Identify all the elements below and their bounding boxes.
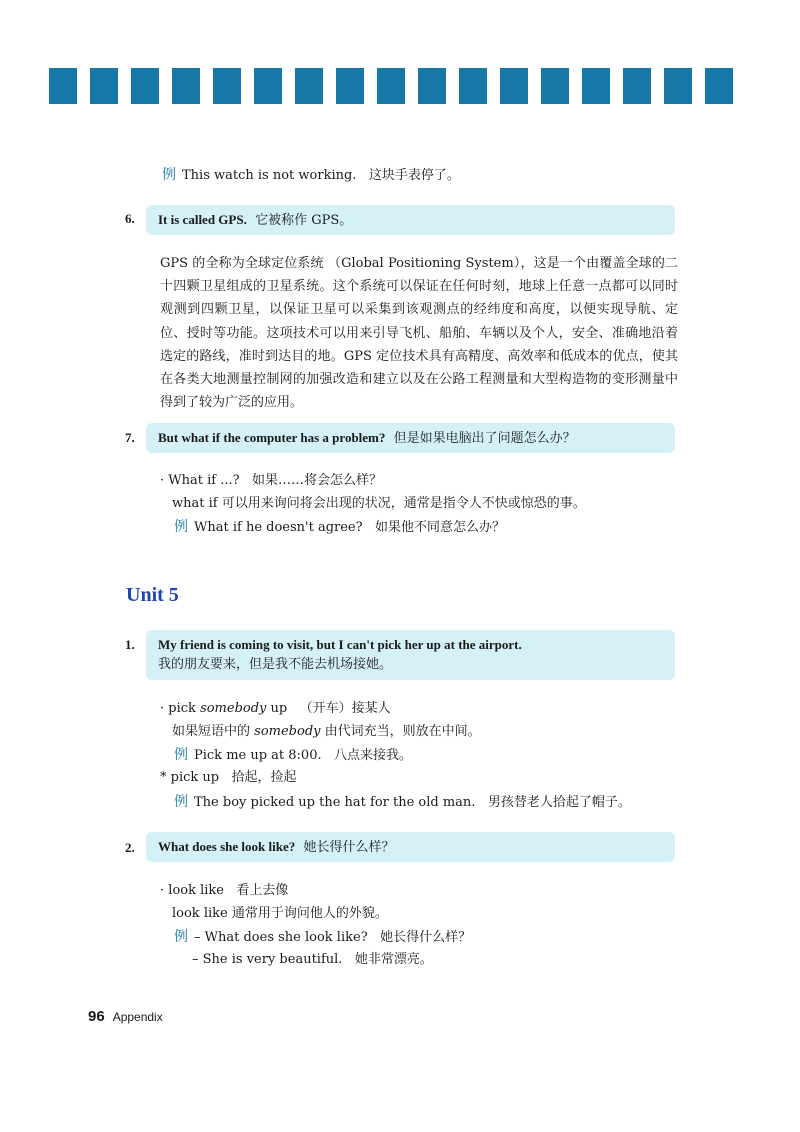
item-header — [146, 423, 675, 453]
example-en: – She is very beautiful. — [192, 952, 343, 967]
example-line — [174, 793, 631, 812]
example-en: – What does she look like? — [194, 930, 368, 945]
item-header — [146, 832, 675, 862]
item-header-en: But what if the computer has a problem? — [158, 429, 386, 445]
example-line — [174, 928, 471, 947]
bullet-item — [160, 882, 288, 900]
item-header-en: My friend is coming to visit, but I can't pick her up at the airport. — [158, 637, 522, 652]
deco-block — [418, 68, 446, 104]
note-italic: somebody — [254, 724, 321, 739]
deco-block — [295, 68, 323, 104]
bullet-zh: （开车）接某人 — [299, 701, 391, 716]
deco-block — [459, 68, 487, 104]
example-en: This watch is not working. — [182, 168, 357, 183]
example-zh: 男孩替老人拾起了帽子。 — [487, 795, 631, 810]
deco-block — [705, 68, 733, 104]
example-zh: 她长得什么样？ — [380, 930, 472, 945]
bullet-item — [160, 472, 382, 490]
item-header-zh: 但是如果电脑出了问题怎么办？ — [393, 430, 576, 446]
bullet-mark: · — [160, 883, 165, 898]
bullet-zh: 拾起，捡起 — [231, 770, 297, 785]
example-marker: 例 — [174, 747, 188, 763]
deco-block — [336, 68, 364, 104]
example-en: What if he doesn't agree? — [194, 520, 363, 535]
bullet-item — [160, 769, 297, 787]
example-en: The boy picked up the hat for the old man. — [194, 795, 476, 810]
deco-block — [131, 68, 159, 104]
bullet-zh: 看上去像 — [236, 883, 289, 898]
bullet-item — [160, 700, 391, 718]
deco-block — [254, 68, 282, 104]
bullet-en: What if ...? — [168, 473, 240, 488]
bullet-zh: 如果……将会怎么样？ — [252, 473, 383, 488]
deco-block — [90, 68, 118, 104]
deco-block — [172, 68, 200, 104]
bullet-en: look like — [168, 883, 224, 898]
note-text — [172, 723, 481, 741]
deco-block — [377, 68, 405, 104]
deco-block — [582, 68, 610, 104]
item-header-zh: 她长得什么样？ — [303, 839, 395, 855]
item-number: 6. — [125, 211, 135, 226]
bullet-en-italic: somebody — [200, 701, 267, 716]
item-header-zh: 它被称作 GPS。 — [255, 212, 353, 228]
footer-label: Appendix — [112, 1010, 163, 1024]
example-line — [174, 746, 412, 765]
bullet-mark: · — [160, 701, 165, 716]
item-header — [146, 205, 675, 235]
bullet-en: up — [270, 701, 288, 716]
bullet-mark: * — [160, 770, 167, 785]
example-marker: 例 — [162, 167, 176, 183]
item-number: 2. — [125, 840, 135, 855]
note-pre: 如果短语中的 — [172, 724, 251, 739]
example-zh: 她非常漂亮。 — [354, 952, 433, 967]
example-en: Pick me up at 8:00. — [194, 748, 322, 763]
example-zh: 八点来接我。 — [334, 748, 413, 763]
example-marker: 例 — [174, 519, 188, 535]
item-number: 7. — [125, 430, 135, 445]
item-header-en: It is called GPS. — [158, 211, 247, 227]
example-marker: 例 — [174, 794, 188, 810]
example-zh: 这块手表停了。 — [368, 168, 460, 183]
unit-title: Unit 5 — [126, 584, 179, 606]
bullet-en: pick up — [170, 770, 220, 785]
item-header-zh: 我的朋友要来，但是我不能去机场接她。 — [158, 657, 393, 672]
bullet-mark: · — [160, 473, 165, 488]
note-post: 由代词充当，则放在中间。 — [324, 724, 481, 739]
item-header-en: What does she look like? — [158, 838, 296, 854]
example-zh: 如果他不同意怎么办？ — [375, 520, 506, 535]
gps-paragraph: GPS 的全称为全球定位系统 （Global Positioning System），这是一个由覆盖全球的二十四颗卫星组成的卫星系统。这个系统可以保证在任何时刻，地球上任意一点都可以同时观测到四颗卫星，以保证卫星可以采集到该观测点的经纬度和高度，以便实现导航、定位、授时等功能。这项技术可以用来引导飞机、船舶、车辆以及个人，安全、准确地沿着选定的路线，准时到达目的地。GPS 定位技术具有高精度、高效率和低成本的优点，使其在各类大地测量控制网的加强改造和建立以及在公路工程测量和大型构造物的变形测量中得到了较为广泛的应用。 — [160, 256, 678, 411]
deco-block — [664, 68, 692, 104]
deco-block — [213, 68, 241, 104]
bullet-en: pick — [168, 701, 196, 716]
example-line — [174, 518, 505, 537]
item-number: 1. — [125, 637, 135, 652]
example-marker: 例 — [174, 929, 188, 945]
note-text: look like 通常用于询问他人的外貌。 — [172, 906, 388, 921]
deco-block — [623, 68, 651, 104]
example-line — [192, 951, 433, 969]
page-number: 96 — [88, 1008, 105, 1025]
header-decoration — [0, 0, 800, 110]
note-text: what if 可以用来询问将会出现的状况，通常是指令人不快或惊恐的事。 — [172, 496, 586, 511]
example-line — [162, 166, 460, 185]
deco-block — [49, 68, 77, 104]
page-footer — [88, 1006, 163, 1025]
item-header — [146, 630, 675, 680]
deco-block — [500, 68, 528, 104]
deco-block — [541, 68, 569, 104]
